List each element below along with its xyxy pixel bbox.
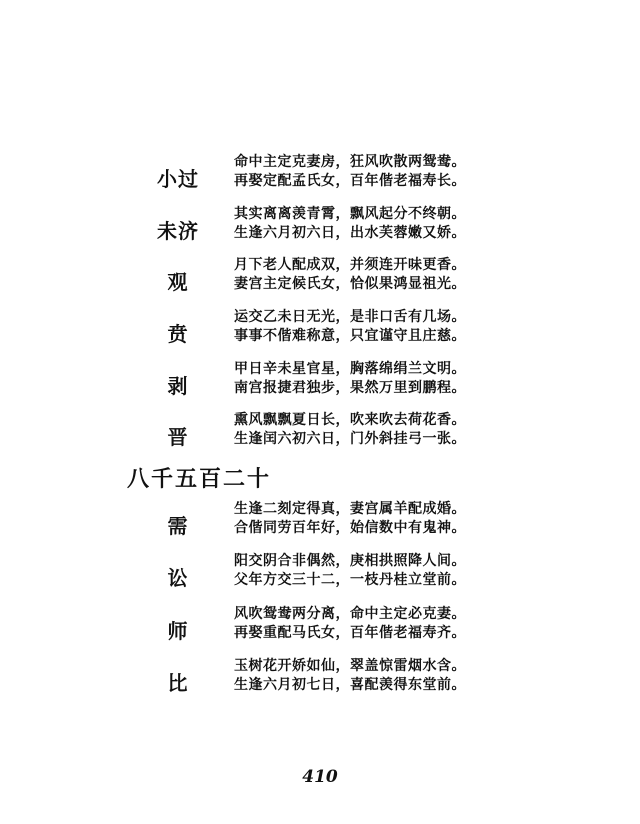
verse-line: 再娶重配马氏女，百年偕老福寿齐。	[234, 625, 466, 641]
verse	[234, 308, 466, 346]
hexagram-name: 剥	[167, 374, 189, 398]
verse-line: 玉树花开娇如仙，翠盖惊雷烟水含。	[234, 658, 466, 674]
hexagram-name: 晋	[167, 425, 189, 449]
verse-line: 其实离离羡青霄，飘风起分不终朝。	[234, 206, 466, 222]
verse-line: 生逢六月初七日，喜配羡得东堂前。	[234, 677, 466, 693]
verse	[234, 657, 466, 695]
verse-line: 生逢六月初六日，出水芙蓉嫩又娇。	[234, 225, 466, 241]
verse-entry	[0, 657, 640, 701]
hexagram-name: 讼	[167, 566, 189, 590]
hexagram-name: 小过	[157, 167, 199, 191]
hexagram-name: 师	[167, 619, 189, 643]
hexagram-name: 需	[167, 514, 189, 538]
verse-entry	[0, 500, 640, 544]
verse-line: 命中主定克妻房，狂风吹散两鸳鸯。	[234, 154, 466, 170]
verse-line: 事事不偕难称意，只宜谨守且庄慈。	[234, 328, 466, 344]
verse-line: 合偕同劳百年好，始信数中有鬼神。	[234, 520, 466, 536]
verse-line: 父年方交三十二，一枝丹桂立堂前。	[234, 572, 466, 588]
verse	[234, 205, 466, 243]
verse-line: 生逢闰六初六日，门外斜挂弓一张。	[234, 431, 466, 447]
verse-entry	[0, 605, 640, 649]
verse	[234, 360, 466, 398]
verse-entry	[0, 360, 640, 404]
verse-line: 风吹鸳鸯两分离，命中主定必克妻。	[234, 606, 466, 622]
verse-line: 月下老人配成双，并须连开味更香。	[234, 257, 466, 273]
verse-line: 阳交阴合非偶然，庚相拱照降人间。	[234, 553, 466, 569]
verse-entry	[0, 308, 640, 352]
verse-line: 南宫报捷君独步，果然万里到鹏程。	[234, 380, 466, 396]
verse-entry	[0, 153, 640, 197]
verse	[234, 153, 466, 191]
verse-line: 甲日辛未星官星，胸落绵绢兰文明。	[234, 361, 466, 377]
verse	[234, 500, 466, 538]
verse-line: 妻宫主定候氏女，恰似果鸿显祖光。	[234, 276, 466, 292]
hexagram-name: 比	[167, 671, 189, 695]
verse-entry	[0, 205, 640, 249]
verse-line: 运交乙未日无光，是非口舌有几场。	[234, 309, 466, 325]
verse-entry	[0, 411, 640, 455]
verse	[234, 605, 466, 643]
verse-line: 熏风飘飘夏日长，吹来吹去荷花香。	[234, 412, 466, 428]
section-title: 八千五百二十	[127, 466, 272, 492]
hexagram-name: 贲	[167, 322, 189, 346]
verse-entry	[0, 552, 640, 596]
verse-line: 生逢二刻定得真，妻宫属羊配成婚。	[234, 501, 466, 517]
verse-line: 再娶定配孟氏女，百年偕老福寿长。	[234, 173, 466, 189]
verse-entry	[0, 256, 640, 300]
verse	[234, 411, 466, 449]
verse	[234, 256, 466, 294]
hexagram-name: 未济	[157, 219, 199, 243]
verse	[234, 552, 466, 590]
page-number: 410	[302, 767, 338, 787]
hexagram-name: 观	[167, 270, 189, 294]
